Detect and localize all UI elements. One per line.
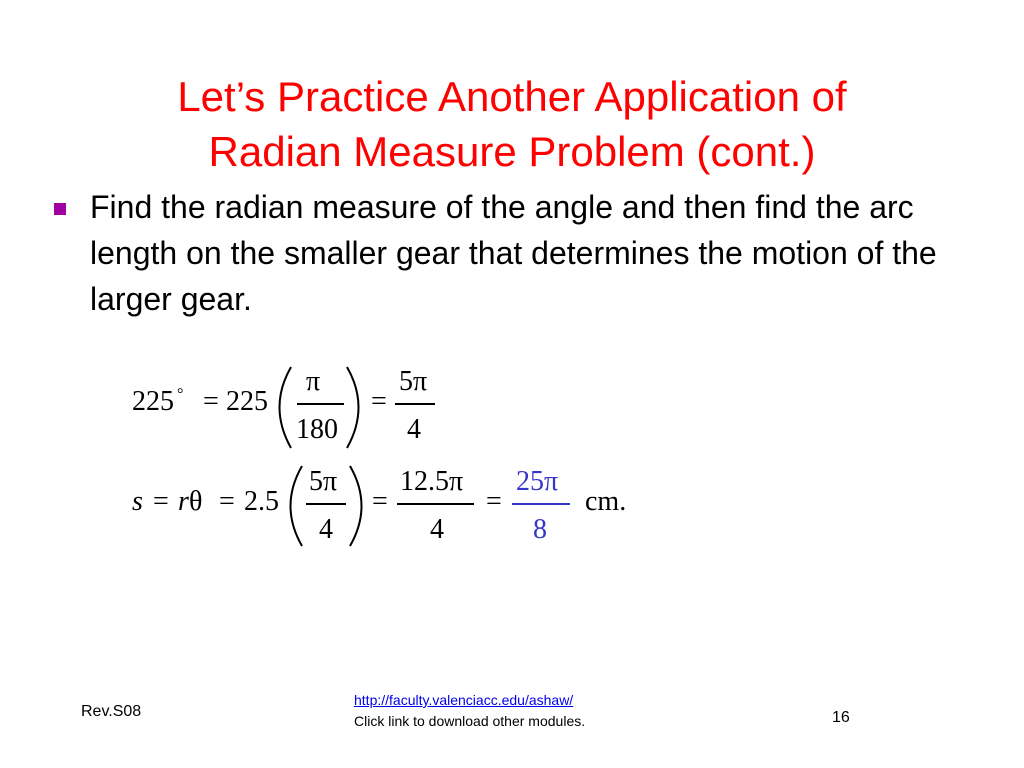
eq1-equals-2: =	[371, 386, 387, 417]
eq2-s: s	[132, 486, 143, 517]
eq2-equals-3: =	[372, 486, 388, 517]
eq1-degree: °	[177, 386, 184, 403]
eq2-unit: cm.	[585, 486, 627, 517]
slide-title-line1: Let’s Practice Another Application of	[177, 73, 847, 120]
eq1-frac-denominator: 180	[296, 414, 338, 445]
eq2-equals-4: =	[486, 486, 502, 517]
eq1-frac-bar	[297, 403, 344, 405]
eq2-mid-denominator: 4	[430, 514, 444, 545]
eq2-mid-numerator: 12.5π	[400, 466, 464, 497]
footer-link[interactable]: http://faculty.valenciacc.edu/ashaw/	[354, 692, 574, 708]
eq2-left-paren	[291, 466, 303, 546]
eq2-r: r	[178, 486, 189, 517]
eq2-theta: θ	[189, 486, 203, 517]
bullet-text: Find the radian measure of the angle and then find the arc length on the smaller gear that determines the motion of the larger gear.	[90, 189, 937, 317]
eq2-equals-2: =	[219, 486, 235, 517]
eq1-result-numerator: 5π	[399, 366, 428, 397]
eq2-answer-numerator: 25π	[516, 466, 559, 497]
eq1-right-paren	[347, 367, 359, 448]
eq1-lhs: 225	[132, 386, 174, 417]
eq2-right-paren	[350, 466, 362, 546]
eq2-answer-denominator: 8	[533, 514, 547, 545]
footer-link-note: Click link to download other modules.	[354, 713, 586, 729]
eq1-equals-1: =	[203, 386, 219, 417]
eq2-coefficient: 2.5	[244, 486, 279, 517]
eq2-frac-numerator: 5π	[309, 466, 338, 497]
eq1-left-paren	[280, 367, 292, 448]
eq1-frac-numerator: π	[306, 366, 321, 397]
eq1-coefficient: 225	[226, 386, 268, 417]
eq2-answer-bar	[512, 503, 570, 505]
eq2-mid-bar	[397, 503, 474, 505]
eq1-result-denominator: 4	[407, 414, 421, 445]
eq1-result-bar	[395, 403, 435, 405]
slide-title-line2: Radian Measure Problem (cont.)	[208, 128, 816, 175]
page-number: 16	[832, 709, 850, 726]
eq2-frac-bar	[306, 503, 346, 505]
footer-revision: Rev.S08	[81, 703, 142, 720]
eq2-equals-1: =	[153, 486, 169, 517]
eq2-frac-denominator: 4	[319, 514, 333, 545]
